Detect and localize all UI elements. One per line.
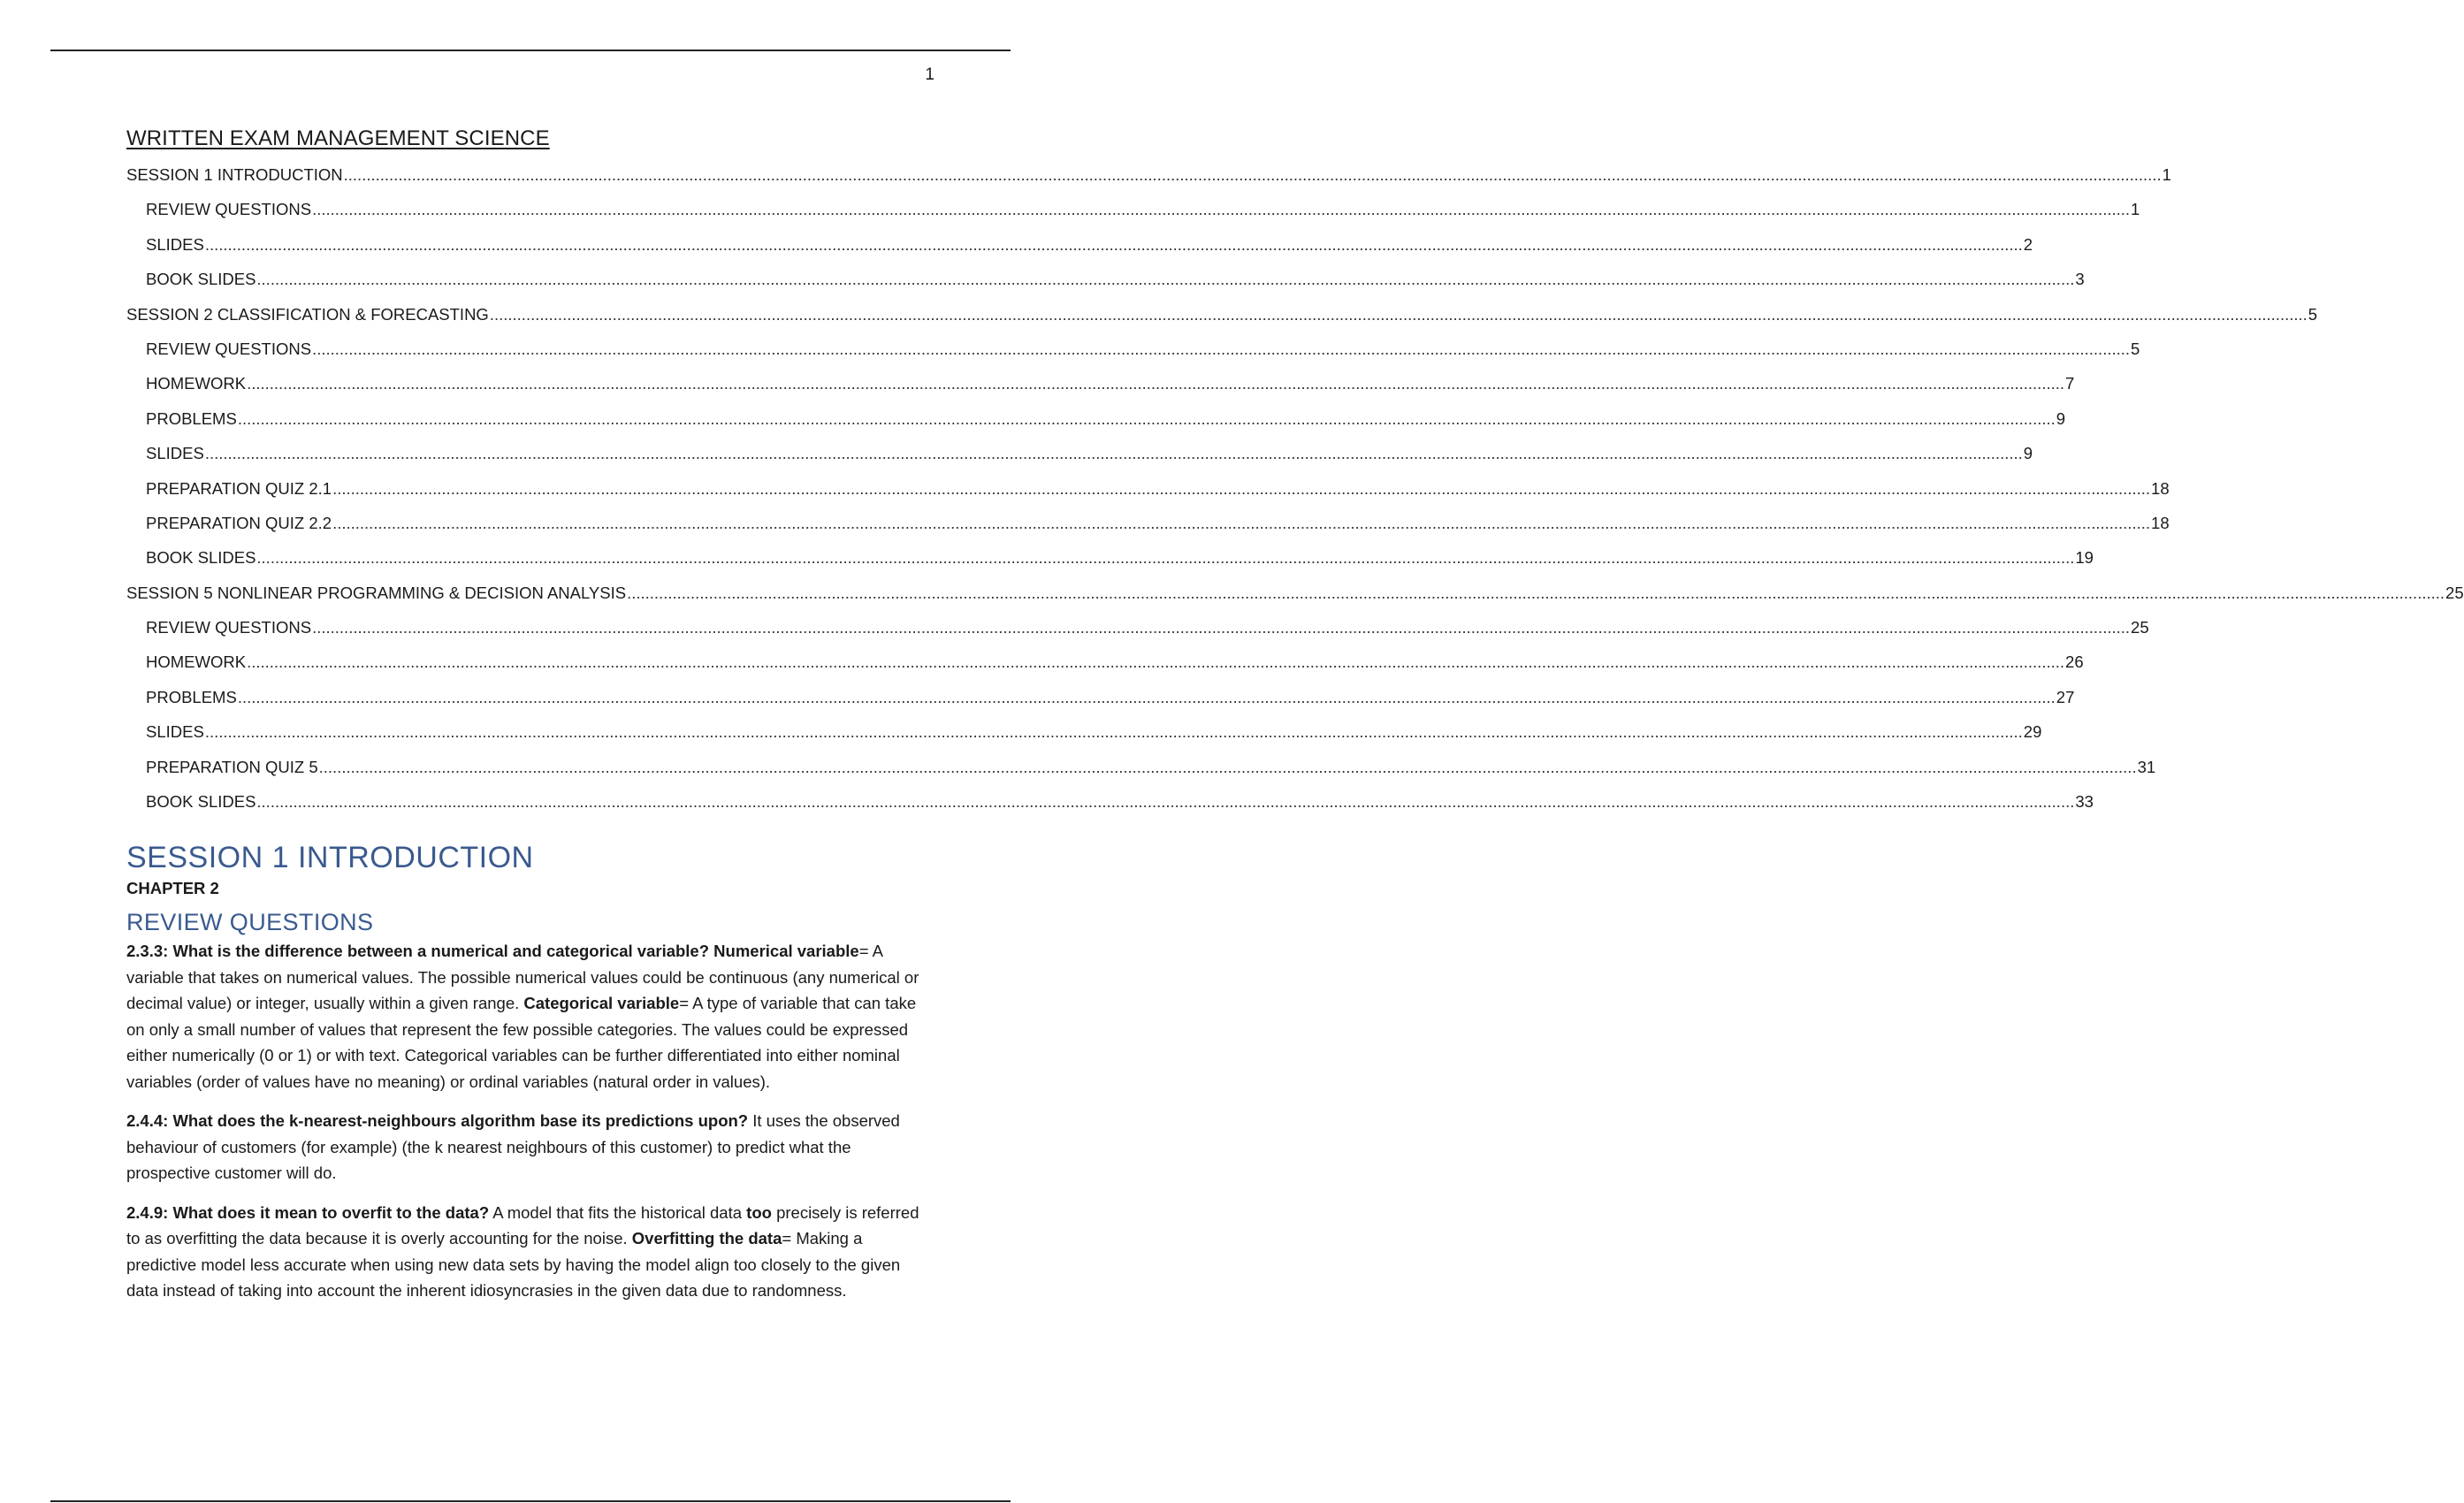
toc-entry-label: BOOK SLIDES	[146, 792, 256, 812]
toc-entry-page: 5	[2131, 339, 2140, 358]
toc-leader-dots: ................................................................................................................................................................................................................................................................................................................................................................................................................	[256, 548, 2075, 568]
toc-leader-dots: ................................................................................................................................................................................................................................................................................................................................................................................................................	[312, 200, 2131, 219]
header-rule	[50, 50, 1011, 51]
toc-entry[interactable]	[126, 408, 2066, 444]
text-run: A model that fits the historical data	[489, 1202, 747, 1222]
toc-entry[interactable]	[126, 792, 2094, 827]
toc-entry-label: BOOK SLIDES	[146, 548, 256, 568]
toc-entry-page: 9	[2056, 408, 2066, 428]
toc-leader-dots: ................................................................................................................................................................................................................................................................................................................................................................................................................	[204, 722, 2023, 742]
toc-leader-dots: ................................................................................................................................................................................................................................................................................................................................................................................................................	[312, 339, 2131, 358]
document-body	[126, 126, 2464, 1317]
toc-entry-page: 3	[2075, 270, 2085, 289]
toc-entry-page: 18	[2151, 478, 2170, 498]
review-questions-body	[126, 938, 935, 1304]
toc-entry-page: 33	[2075, 792, 2094, 812]
toc-entry[interactable]	[126, 374, 2075, 408]
toc-leader-dots: ................................................................................................................................................................................................................................................................................................................................................................................................................	[332, 513, 2151, 532]
toc-leader-dots: ................................................................................................................................................................................................................................................................................................................................................................................................................	[489, 304, 2308, 324]
text-run: precisely is referred to as overfitting the data because it is overly accounting for the noise.	[126, 1202, 919, 1248]
toc-entry-label: SESSION 1 INTRODUCTION	[126, 165, 343, 184]
toc-entry[interactable]	[126, 757, 2156, 792]
toc-entry-label: REVIEW QUESTIONS	[146, 339, 312, 358]
toc-entry-page: 27	[2056, 687, 2075, 706]
toc-entry[interactable]	[126, 234, 2033, 270]
toc-entry-label: PREPARATION QUIZ 5	[146, 757, 318, 776]
toc-entry-label: SLIDES	[146, 722, 204, 742]
toc-entry-label: HOMEWORK	[146, 374, 247, 393]
toc-entry-label: REVIEW QUESTIONS	[146, 200, 312, 219]
toc-entry-label: SESSION 5 NONLINEAR PROGRAMMING & DECISION ANALYSIS	[126, 583, 627, 602]
toc-entry[interactable]	[126, 444, 2033, 478]
toc-entry-label: PROBLEMS	[146, 687, 237, 706]
toc-entry-label: PREPARATION QUIZ 2.2	[146, 513, 332, 532]
toc-entry-page: 18	[2151, 513, 2170, 532]
toc-entry-page: 31	[2137, 757, 2156, 776]
toc-entry-page: 7	[2065, 374, 2075, 393]
toc-entry-page: 1	[2162, 165, 2171, 184]
toc-entry[interactable]	[126, 548, 2094, 583]
toc-leader-dots: ................................................................................................................................................................................................................................................................................................................................................................................................................	[237, 408, 2056, 428]
toc-entry[interactable]	[126, 687, 2075, 722]
toc-entry[interactable]	[126, 200, 2140, 234]
toc-entry-page: 19	[2075, 548, 2094, 568]
toc-entry[interactable]	[126, 652, 2084, 687]
review-question-paragraph	[126, 938, 935, 1095]
toc-entry[interactable]	[126, 478, 2170, 514]
toc-leader-dots: ................................................................................................................................................................................................................................................................................................................................................................................................................	[332, 478, 2151, 498]
review-question-paragraph	[126, 1108, 935, 1186]
bold-text-run: 2.4.9: What does it mean to overfit to the data?	[126, 1202, 490, 1222]
toc-entry[interactable]	[126, 165, 2171, 200]
toc-entry-label: HOMEWORK	[146, 652, 247, 672]
toc-entry[interactable]	[126, 513, 2170, 548]
footer-rule	[50, 1500, 1011, 1502]
text-run: = Making a predictive model less accurate when using new data sets by having the model align too closely to the given data instead of taking into account the inherent idiosyncrasies in the given data due to randomness.	[126, 1229, 901, 1301]
toc-entry[interactable]	[126, 270, 2085, 304]
subsection-heading: REVIEW QUESTIONS	[126, 909, 374, 936]
chapter-label: CHAPTER 2	[126, 879, 219, 898]
toc-entry-label: REVIEW QUESTIONS	[146, 618, 312, 637]
bold-text-run: Overfitting the data	[631, 1229, 782, 1248]
toc-entry-label: SLIDES	[146, 444, 204, 463]
toc-entry[interactable]	[126, 339, 2140, 374]
text-run: = A variable that takes on numerical values. The possible numerical values could be continuous (any numerical or decimal value) or integer, usually within a given range.	[126, 942, 919, 1013]
toc-entry-label: SESSION 2 CLASSIFICATION & FORECASTING	[126, 304, 489, 324]
bold-text-run: too	[746, 1202, 772, 1222]
text-run: It uses the observed behaviour of customers (for example) (the k nearest neighbours of this customer) to predict what the prospective customer will do.	[126, 1111, 900, 1183]
bold-text-run: 2.4.4: What does the k-nearest-neighbours algorithm base its predictions upon?	[126, 1111, 749, 1131]
toc-leader-dots: ................................................................................................................................................................................................................................................................................................................................................................................................................	[204, 444, 2023, 463]
toc-leader-dots: ................................................................................................................................................................................................................................................................................................................................................................................................................	[318, 757, 2137, 776]
toc-entry[interactable]	[126, 618, 2149, 652]
toc-entry[interactable]	[126, 304, 2318, 340]
toc-entry-page: 25	[2131, 618, 2149, 637]
text-run: = A type of variable that can take on only a small number of values that represent the few possible categories. The values could be expressed either numerically (0 or 1) or with text. Categorical variables can be further differentiated into either nominal variables (order of values have no meaning) or ordinal variables (natural order in values).	[126, 994, 917, 1091]
toc-leader-dots: ................................................................................................................................................................................................................................................................................................................................................................................................................	[204, 234, 2023, 254]
toc-entry-label: BOOK SLIDES	[146, 270, 256, 289]
toc-leader-dots: ................................................................................................................................................................................................................................................................................................................................................................................................................	[312, 618, 2131, 637]
toc-entry-page: 1	[2131, 200, 2140, 219]
toc-leader-dots: ................................................................................................................................................................................................................................................................................................................................................................................................................	[247, 374, 2065, 393]
toc-leader-dots: ................................................................................................................................................................................................................................................................................................................................................................................................................	[256, 792, 2075, 812]
toc-entry[interactable]	[126, 722, 2042, 757]
toc-leader-dots: ................................................................................................................................................................................................................................................................................................................................................................................................................	[256, 270, 2075, 289]
toc-entry-label: PREPARATION QUIZ 2.1	[146, 478, 332, 498]
document-title: WRITTEN EXAM MANAGEMENT SCIENCE	[126, 126, 550, 150]
toc-entry-page: 9	[2023, 444, 2033, 463]
review-question-paragraph	[126, 1200, 935, 1304]
toc-leader-dots: ................................................................................................................................................................................................................................................................................................................................................................................................................	[343, 165, 2162, 184]
bold-text-run: 2.3.3: What is the difference between a numerical and categorical variable? Numerical variable	[126, 942, 859, 961]
toc-leader-dots: ................................................................................................................................................................................................................................................................................................................................................................................................................	[237, 687, 2056, 706]
bold-text-run: Categorical variable	[523, 994, 680, 1013]
toc-entry-label: SLIDES	[146, 234, 204, 254]
toc-leader-dots: ................................................................................................................................................................................................................................................................................................................................................................................................................	[627, 583, 2445, 602]
toc-entry-page: 25	[2445, 583, 2464, 602]
toc-entry[interactable]	[126, 583, 2464, 618]
toc-leader-dots: ................................................................................................................................................................................................................................................................................................................................................................................................................	[247, 652, 2065, 672]
table-of-contents	[126, 165, 2464, 827]
toc-entry-page: 26	[2065, 652, 2084, 672]
toc-entry-page: 2	[2023, 234, 2033, 254]
toc-entry-page: 29	[2023, 722, 2042, 742]
section-heading: SESSION 1 INTRODUCTION	[126, 841, 534, 875]
page-number: 1	[925, 65, 934, 84]
toc-entry-label: PROBLEMS	[146, 408, 237, 428]
toc-entry-page: 5	[2308, 304, 2318, 324]
